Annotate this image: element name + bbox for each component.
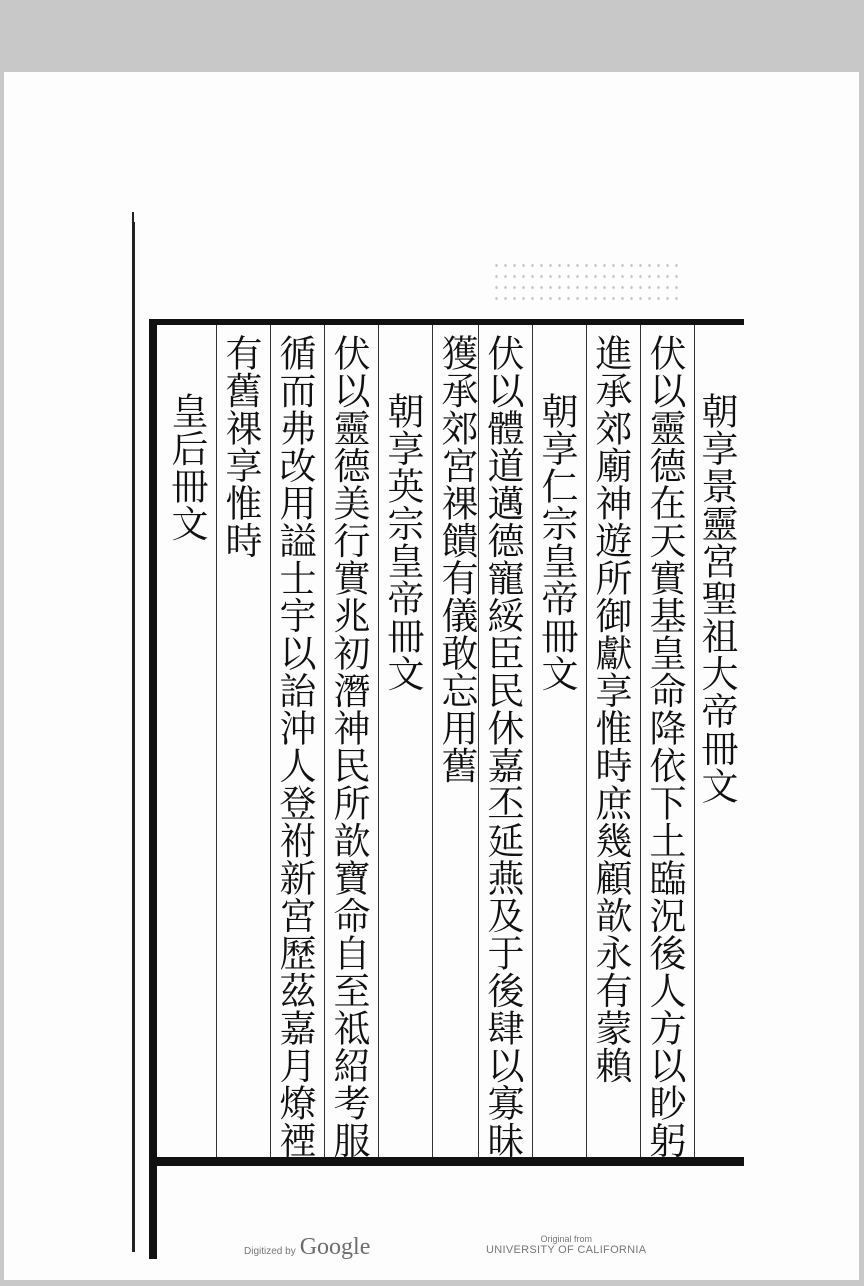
column-rule [640,325,641,1157]
section-heading: 朝享英宗皇帝冊文 [381,392,424,692]
institution-name: UNIVERSITY OF CALIFORNIA [486,1244,647,1256]
column-rule [586,325,587,1157]
original-from [486,1234,646,1256]
outer-margin-rule [132,222,135,1252]
column-rule [478,325,479,1157]
digitized-by-google [244,1234,370,1261]
section-heading: 朝享仁宗皇帝冊文 [535,392,578,692]
text-column: 伏以靈德美行實兆初潛神民所歆寶命自至祗紹考服 [327,334,370,1159]
text-column: 進承郊廟神遊所御獻享惟時庶幾顧歆永有蒙賴 [589,334,632,1084]
section-heading: 朝享景靈宮聖祖大帝冊文 [695,392,738,805]
frame-top-border [149,319,744,325]
section-heading: 皇后冊文 [165,392,208,542]
ink-smudge [492,260,682,306]
text-column: 循而弗改用謚士宇以詒沖人登祔新宮歷茲嘉月燎禋 [273,334,316,1159]
column-rule [324,325,325,1157]
column-rule [378,325,379,1157]
text-column: 伏以體道邁德寵綏臣民休嘉丕延燕及于後肆以寡昧 [481,334,524,1159]
column-rule [432,325,433,1157]
scanned-page [4,72,859,1280]
digitized-label: Digitized by [244,1246,296,1257]
original-label: Original from [540,1234,592,1244]
text-column: 伏以靈德在天實基皇命降依下土臨況後人方以眇躬 [643,334,686,1159]
google-logo: Google [299,1234,371,1260]
text-column: 有舊祼享惟時 [219,334,262,559]
column-rule [270,325,271,1157]
text-column: 獲承郊宮祼饋有儀敢忘用舊 [435,334,478,784]
column-rule [532,325,533,1157]
column-rule [216,325,217,1157]
frame-left-border [149,319,157,1259]
